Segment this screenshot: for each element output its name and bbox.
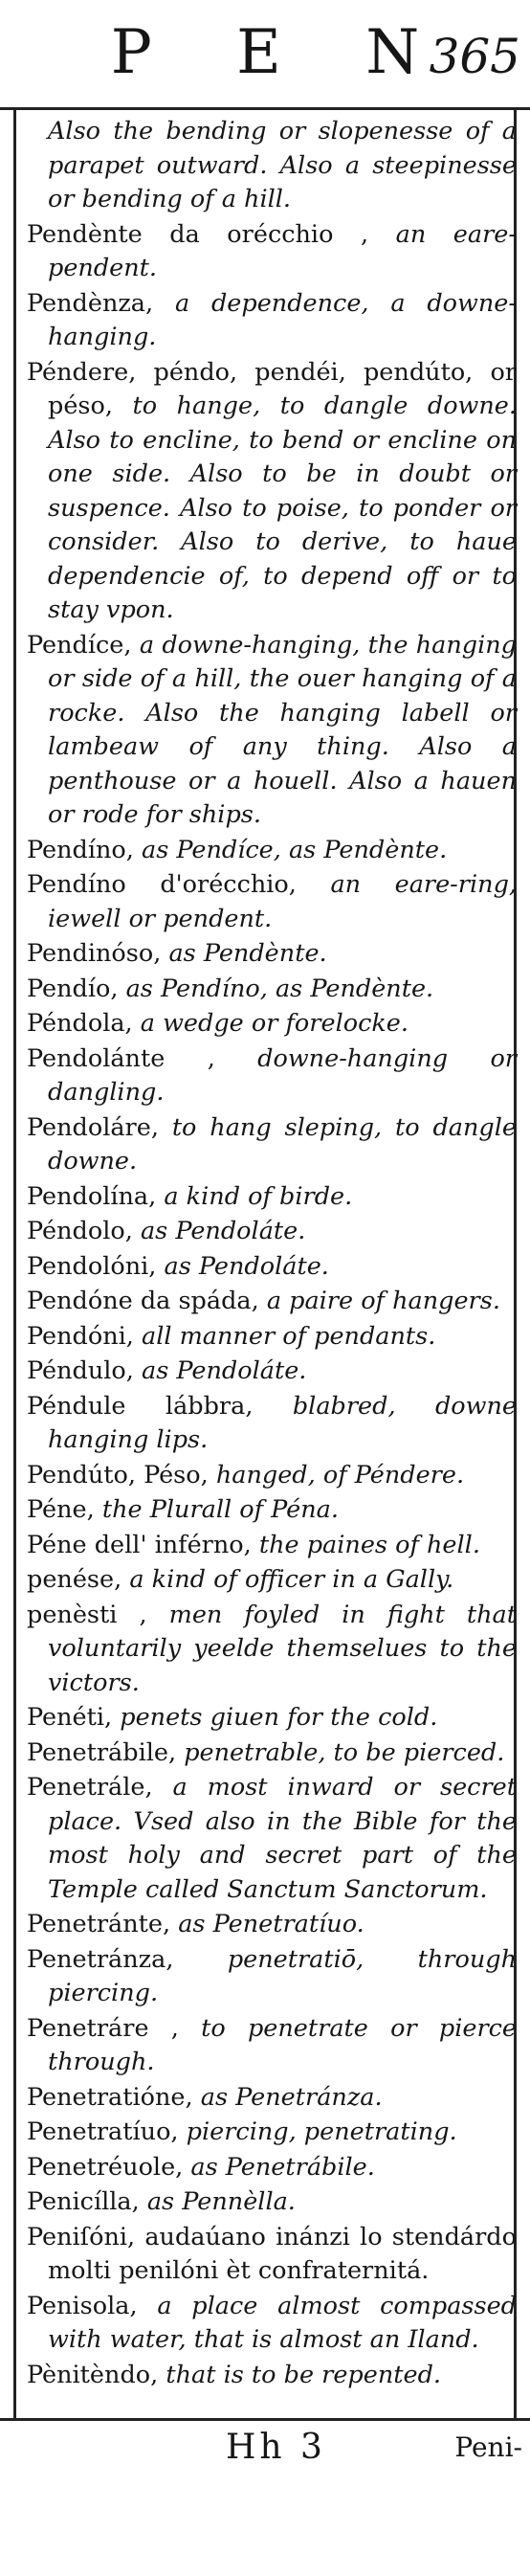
dictionary-entry	[27, 834, 517, 868]
entry-headword: penèsti ,	[27, 1600, 147, 1629]
dictionary-entry	[27, 1250, 517, 1285]
footer-rule	[0, 2418, 530, 2421]
dictionary-entry	[27, 1771, 517, 1907]
entry-headword: Pendóni,	[27, 1321, 134, 1351]
entry-headword: Peniſóni, audaúano inánzi lo stendárdo molti penilóni èt confraternitá.	[27, 2222, 517, 2285]
dictionary-entry	[27, 287, 517, 355]
entry-definition: as Penetrábile.	[190, 2152, 375, 2182]
entry-headword: Péndulo,	[27, 1356, 134, 1385]
entry-definition: to hang sleping, to dangle downe.	[48, 1112, 517, 1176]
entry-definition: an eare-pendent.	[48, 219, 517, 282]
page-number: 365	[429, 29, 520, 84]
entry-headword: Pendolánte ,	[27, 1043, 215, 1073]
dictionary-entry	[27, 356, 517, 628]
entry-definition: an eare-ring, iewell or pendent.	[48, 870, 517, 933]
dictionary-entry	[27, 1007, 517, 1042]
entry-headword: Penetrále,	[27, 1773, 153, 1802]
entry-definition: a most inward or secret place. Vsed also in the Bible for the most holy and secret part of the Temple called Sanctum Sanctorum.	[48, 1773, 517, 1904]
entry-definition: the Plurall of Péna.	[101, 1495, 339, 1524]
header-rule	[0, 107, 530, 110]
dictionary-entry	[27, 1320, 517, 1355]
entry-definition: all manner of pendants.	[142, 1321, 436, 1351]
entry-headword: Penetránte,	[27, 1910, 171, 1938]
entry-headword: Penetránza,	[27, 1944, 174, 1974]
entry-headword: Pendíno,	[27, 835, 134, 864]
entry-headword: Pendíno d'orécchio,	[27, 870, 297, 899]
entry-headword: Penetráre ,	[27, 2013, 179, 2043]
entry-headword: Péne,	[27, 1495, 95, 1524]
entry-headword: Pènitèndo,	[27, 2360, 159, 2389]
entry-definition: a dependence, a downe-hanging.	[48, 288, 517, 351]
dictionary-entry	[27, 2081, 517, 2116]
entry-headword: Péndule lábbra,	[27, 1391, 254, 1421]
entry-definition: penetratiō, through piercing.	[48, 1944, 517, 2007]
entry-headword: Penetratíuo,	[27, 2117, 179, 2146]
entry-definition: to hange, to dangle downe. Also to encline, to bend or encline on one side. Also to be in doubt or suspence. Also to poise, to ponder or consider. Also to derive, to haue dependencie of, to depend off or to stay vpon.	[48, 392, 517, 624]
signature-mark: Hh 3	[226, 2428, 326, 2467]
entry-headword: Penisola,	[27, 2291, 138, 2320]
entry-definition: as Penetránza.	[200, 2082, 383, 2112]
dictionary-entry	[27, 2012, 517, 2080]
entry-definition: penets giuen for the cold.	[120, 1703, 438, 1732]
entry-definition: blabred, downe hanging lips.	[48, 1391, 517, 1454]
entry-headword: Pendóne da spáda,	[27, 1287, 259, 1315]
entry-definition: as Pendoláte.	[142, 1356, 307, 1385]
entry-headword: Penetrábile,	[27, 1737, 177, 1767]
entry-definition: as Pennèlla.	[146, 2187, 296, 2216]
entry-headword: Penetratióne,	[27, 2082, 193, 2112]
entry-definition: that is to be repented.	[166, 2360, 442, 2389]
dictionary-entry	[27, 2151, 517, 2185]
entry-headword: Pendíce,	[27, 630, 132, 660]
entry-headword: Pendolóni,	[27, 1251, 157, 1281]
entry-definition: as Pendoláte.	[140, 1217, 306, 1245]
entry-definition: as Pendíce, as Pendènte.	[142, 835, 448, 864]
entry-headword: Péndolo,	[27, 1217, 133, 1245]
dictionary-entry	[27, 1563, 517, 1598]
dictionary-entry	[27, 973, 517, 1007]
entry-definition: hanged, of Péndere.	[215, 1460, 465, 1490]
entry-headword: Pendènte da orécchio ,	[27, 219, 369, 249]
entry-column	[27, 115, 517, 2393]
dictionary-entry	[27, 1459, 517, 1493]
entry-definition: as Penetratíuo.	[178, 1910, 364, 1938]
entry-headword: Penéti,	[27, 1703, 113, 1732]
entry-headword: Pendolína,	[27, 1181, 157, 1211]
dictionary-entry	[27, 1215, 517, 1249]
dictionary-entry	[27, 1943, 517, 2011]
entry-definition: to penetrate or pierce through.	[48, 2013, 518, 2076]
entry-definition: as Pendíno, as Pendènte.	[125, 974, 434, 1003]
entry-headword: Pendúto, Péso,	[27, 1460, 209, 1490]
dictionary-entry	[27, 1390, 517, 1458]
dictionary-entry	[27, 1180, 517, 1215]
entry-definition: men foyled in fight that voluntarily yeelde themselues to the victors.	[48, 1600, 517, 1697]
catchword: Peni-	[454, 2431, 522, 2463]
entry-headword: Péne dell' inférno,	[27, 1530, 252, 1559]
dictionary-entry	[27, 868, 517, 936]
entry-headword: Péndola,	[27, 1009, 133, 1038]
entry-definition: penetrable, to be pierced.	[184, 1737, 505, 1767]
dictionary-entry	[27, 1908, 517, 1942]
dictionary-entry	[27, 2359, 517, 2393]
dictionary-entry	[27, 629, 517, 833]
entry-definition: a paire of hangers.	[266, 1287, 500, 1315]
entry-definition: a wedge or forelocke.	[140, 1009, 409, 1038]
dictionary-entry	[27, 2290, 517, 2358]
entry-headword: Penicílla,	[27, 2187, 140, 2216]
entry-definition: a place almost compassed with water, that is almost an Iland.	[48, 2291, 517, 2354]
entry-definition: a kind of officer in a Gally.	[129, 1565, 454, 1594]
dictionary-entry	[27, 2116, 517, 2150]
page-header	[0, 0, 530, 113]
entry-headword: Pendío,	[27, 974, 119, 1003]
dictionary-entry	[27, 2185, 517, 2220]
entry-headword: Pendoláre,	[27, 1112, 159, 1142]
entry-definition: as Pendènte.	[168, 939, 327, 968]
dictionary-entry	[27, 1355, 517, 1389]
dictionary-entry	[27, 1111, 517, 1179]
entry-headword: Pendinóso,	[27, 939, 162, 968]
dictionary-entry	[27, 1529, 517, 1563]
entry-definition: Also the bending or slopenesse of a parapet outward. Also a steepinesse or bending of a hill.	[48, 117, 517, 213]
page-footer	[0, 2428, 530, 2485]
dictionary-entry	[27, 2221, 517, 2289]
entry-definition: piercing, penetrating.	[186, 2117, 457, 2146]
running-head: P E N	[110, 17, 453, 88]
entry-headword: Pendènza,	[27, 288, 154, 318]
entry-definition: a kind of birde.	[164, 1181, 353, 1211]
dictionary-entry	[27, 115, 517, 217]
dictionary-entry	[27, 218, 517, 286]
dictionary-entry	[27, 1042, 517, 1110]
entry-headword: Penetréuole,	[27, 2152, 184, 2182]
entry-definition: the paines of hell.	[258, 1530, 480, 1559]
dictionary-entry	[27, 1493, 517, 1528]
dictionary-entry	[27, 1701, 517, 1736]
dictionary-entry	[27, 1736, 517, 1771]
dictionary-entry	[27, 1285, 517, 1319]
entry-headword: Péndere, péndo, pendéi, pendúto, or péso,	[27, 357, 517, 420]
entry-definition: as Pendoláte.	[164, 1251, 329, 1281]
entry-definition: a downe-hanging, the hanging or side of a hill, the ouer hanging of a rocke. Also the hanging labell or lambeaw of any thing. Also a penthouse or a houell. Also a hauen or rode for ships.	[48, 630, 518, 829]
dictionary-entry	[27, 937, 517, 972]
entry-headword: penése,	[27, 1565, 122, 1594]
left-column-rule	[13, 109, 16, 2421]
entry-definition: downe-hanging or dangling.	[48, 1043, 517, 1107]
dictionary-entry	[27, 1599, 517, 1701]
